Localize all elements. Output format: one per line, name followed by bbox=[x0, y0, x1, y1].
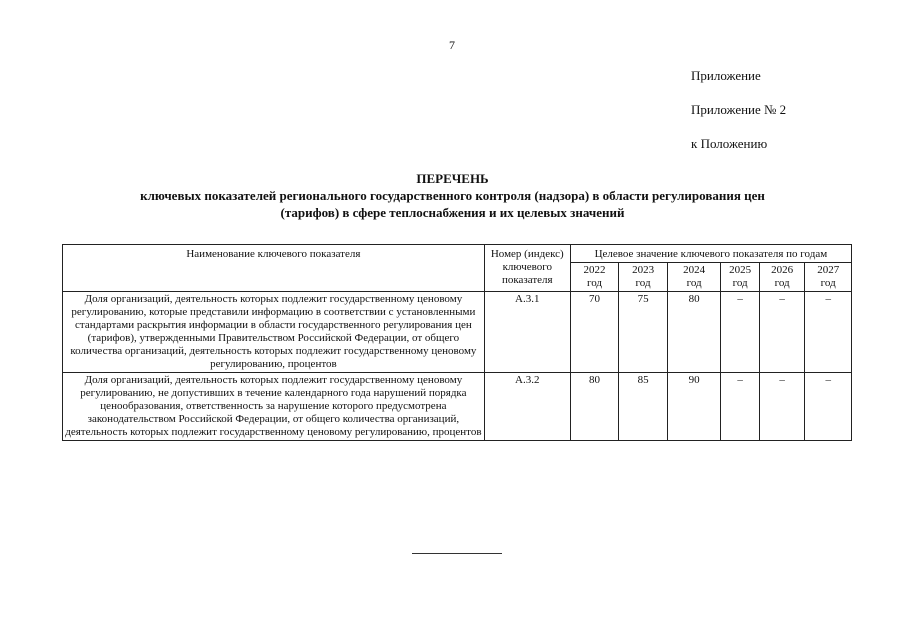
row-indicator-name: Доля организаций, деятельность которых подлежит государственному ценовому регулированию, которые представили информацию в соответствии с установленными стандартами раскрытия информации в области государственного регулирования цен (тарифов), утвержденными Правительством Российской Федерации, от общего количества организаций, деятельность которых подлежит государственному ценовому регулированию, процентов bbox=[63, 292, 485, 373]
document-subtitle-line-2: (тарифов) в сфере теплоснабжения и их целевых значений bbox=[280, 205, 625, 220]
row-value-2026: – bbox=[759, 292, 805, 373]
header-year-2025: 2025 год bbox=[721, 263, 759, 292]
row-value-2022: 80 bbox=[570, 373, 619, 441]
header-year-2022: 2022 год bbox=[570, 263, 619, 292]
page-number: 7 bbox=[449, 38, 455, 52]
row-indicator-index: А.3.2 bbox=[484, 373, 570, 441]
row-value-2023: 75 bbox=[619, 292, 668, 373]
document-subtitle-line-1: ключевых показателей регионального государственного контроля (надзора) в области регулирования цен bbox=[140, 188, 765, 203]
row-indicator-index: А.3.1 bbox=[484, 292, 570, 373]
header-indicator-name: Наименование ключевого показателя bbox=[63, 245, 485, 292]
appendix-label: Приложение bbox=[691, 68, 761, 83]
document-heading: ПЕРЕЧЕНЬ bbox=[416, 171, 489, 186]
appendix-reference: к Положению bbox=[691, 136, 768, 151]
table-row bbox=[63, 373, 852, 441]
header-year-2027: 2027 год bbox=[805, 263, 852, 292]
table-row bbox=[63, 292, 852, 373]
row-value-2024: 90 bbox=[667, 373, 721, 441]
row-value-2022: 70 bbox=[570, 292, 619, 373]
header-year-2026: 2026 год bbox=[759, 263, 805, 292]
row-value-2023: 85 bbox=[619, 373, 668, 441]
appendix-number: Приложение № 2 bbox=[691, 102, 787, 117]
row-value-2024: 80 bbox=[667, 292, 721, 373]
row-value-2025: – bbox=[721, 373, 759, 441]
table-header-row bbox=[63, 245, 852, 263]
row-value-2026: – bbox=[759, 373, 805, 441]
kpi-table bbox=[62, 244, 852, 441]
row-value-2025: – bbox=[721, 292, 759, 373]
header-year-2023: 2023 год bbox=[619, 263, 668, 292]
header-year-2024: 2024 год bbox=[667, 263, 721, 292]
row-indicator-name: Доля организаций, деятельность которых подлежит государственному ценовому регулированию, не допустивших в течение календарного года нарушений порядка ценообразования, ответственность за нарушение которого предусмотрена законодательством Российской Федерации, от общего количества организаций, деятельность которых подлежит государственному ценовому регулированию, процентов bbox=[63, 373, 485, 441]
header-target-values: Целевое значение ключевого показателя по годам bbox=[570, 245, 851, 263]
row-value-2027: – bbox=[805, 292, 852, 373]
footnote-separator bbox=[412, 553, 502, 554]
row-value-2027: – bbox=[805, 373, 852, 441]
header-indicator-index: Номер (индекс) ключевого показателя bbox=[484, 245, 570, 292]
